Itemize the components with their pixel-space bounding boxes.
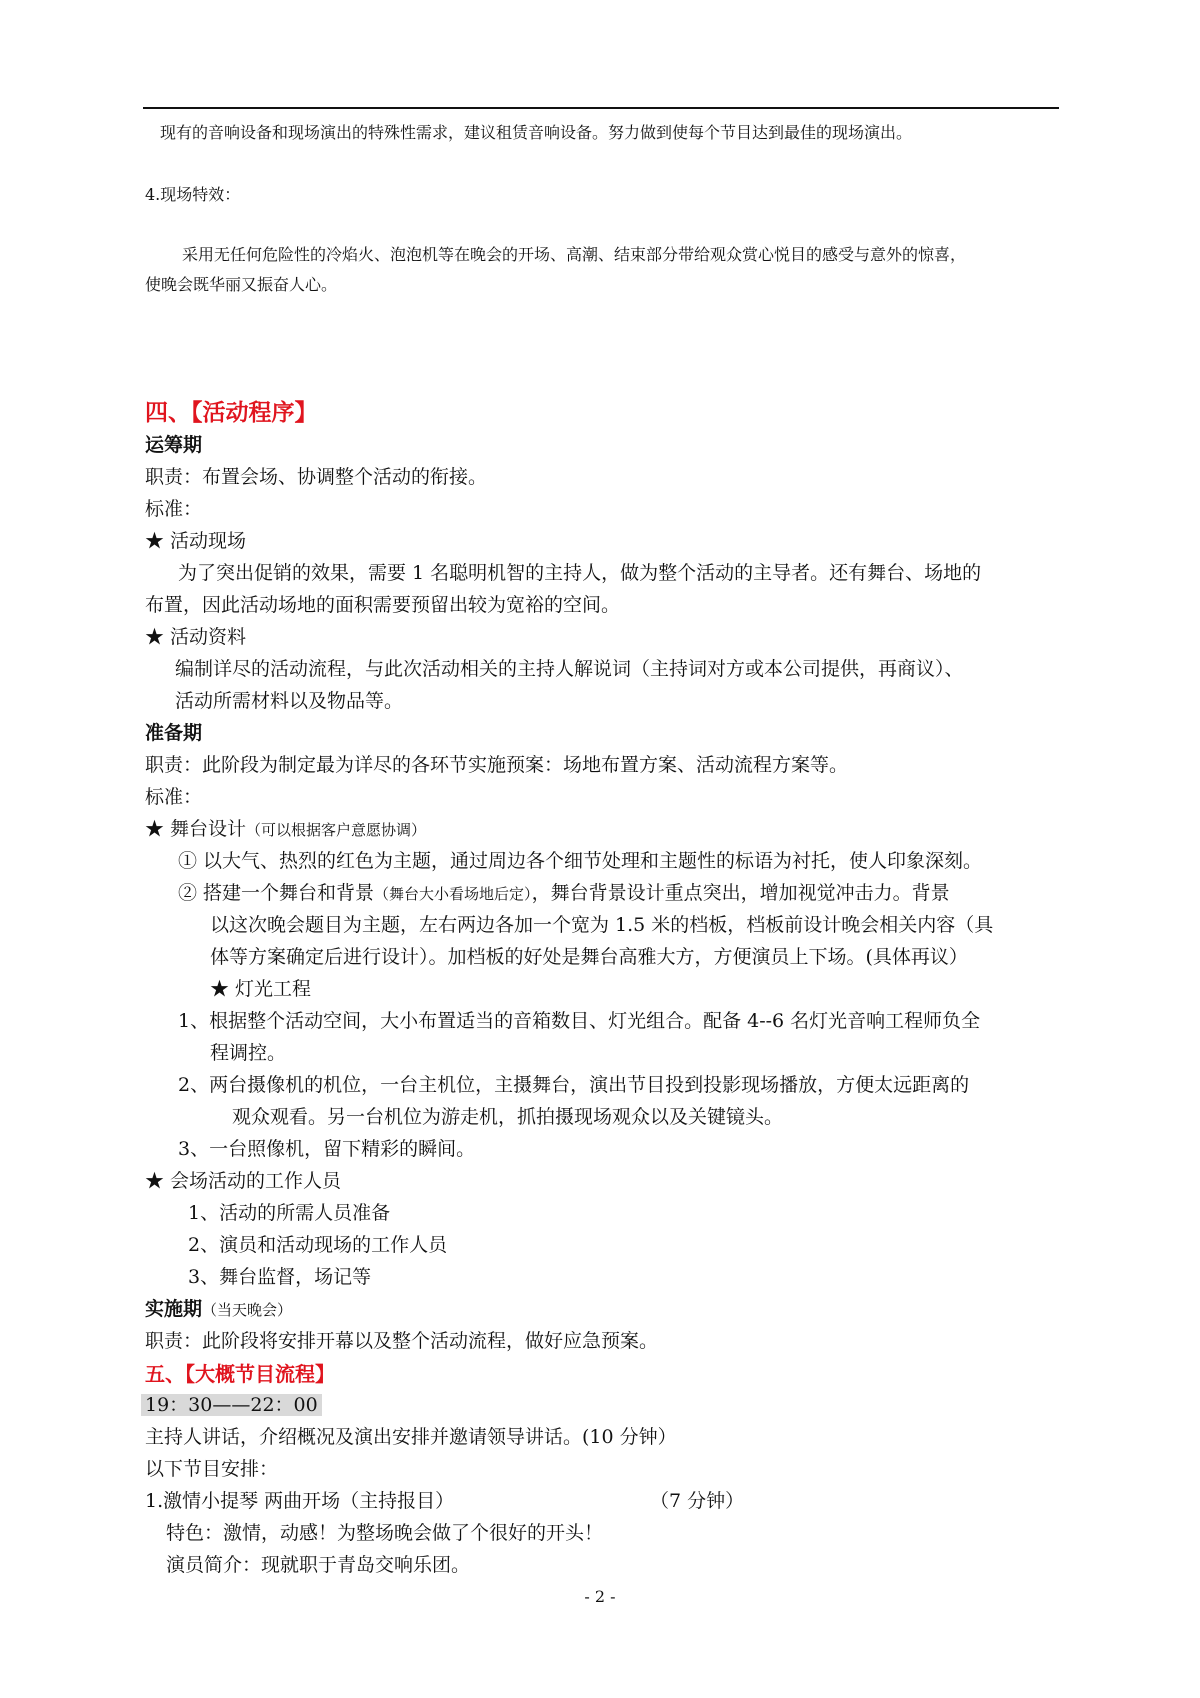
time-highlight: 19：30——22：00 xyxy=(141,1394,322,1416)
line-part: ② 搭建一个舞台和背景 xyxy=(178,882,375,904)
paragraph-line: 使晚会既华丽又振奋人心。 xyxy=(145,275,338,294)
paragraph-line: 以这次晚会题目为主题，左右两边各加一个宽为 1.5 米的档板，档板前设计晚会相关内容（具 xyxy=(210,914,994,936)
item-note: （可以根据客户意愿协调） xyxy=(246,821,427,839)
paragraph-line: 编制详尽的活动流程，与此次活动相关的主持人解说词（主持词对方或本公司提供，再商议）、 xyxy=(175,658,964,680)
paragraph-line: 采用无任何危险性的冷焰火、泡泡机等在晚会的开场、高潮、结束部分带给观众赏心悦目的感受与意外的惊喜， xyxy=(182,245,967,264)
item-title: ★ 活动现场 xyxy=(145,530,247,552)
paragraph-line: 以下节目安排： xyxy=(145,1458,279,1480)
inline-note: （舞台大小看场地后定） xyxy=(374,885,532,903)
list-item-continued: 观众观看。另一台机位为游走机，抓拍摄现场观众以及关键镜头。 xyxy=(232,1106,784,1128)
list-item: 2、演员和活动现场的工作人员 xyxy=(188,1234,448,1256)
paragraph-line: ① 以大气、热烈的红色为主题，通过周边各个细节处理和主题性的标语为衬托，使人印象深刻。 xyxy=(178,850,983,872)
list-item: 2、两台摄像机的机位，一台主机位，主摄舞台，演出节目投到投影现场播放，方便太远距离的 xyxy=(178,1074,970,1096)
page-number: - 2 - xyxy=(584,1587,616,1606)
standard-label: 标准： xyxy=(145,498,203,520)
phase-heading xyxy=(145,1294,292,1321)
phase-title: 准备期 xyxy=(145,722,203,744)
header-rule xyxy=(143,107,1059,109)
list-item: 1、根据整个活动空间，大小布置适当的音箱数目、灯光组合。配备 4--6 名灯光音响工程师负全 xyxy=(178,1010,981,1032)
paragraph-line: 布置，因此活动场地的面积需要预留出较为宽裕的空间。 xyxy=(145,594,621,616)
paragraph-line: 主持人讲话，介绍概况及演出安排并邀请领导讲话。(10 分钟） xyxy=(145,1426,677,1448)
item-title xyxy=(145,814,426,841)
paragraph-line xyxy=(178,878,950,905)
list-item-continued: 程调控。 xyxy=(210,1042,287,1064)
list-item: 3、一台照像机，留下精彩的瞬间。 xyxy=(178,1138,476,1160)
phase-note: （当天晚会） xyxy=(202,1301,293,1319)
standard-label: 标准： xyxy=(145,786,203,808)
item-title: ★ 会场活动的工作人员 xyxy=(145,1170,342,1192)
list-item: 1、活动的所需人员准备 xyxy=(188,1202,391,1224)
program-duration: （7 分钟） xyxy=(650,1490,745,1512)
duty-line: 职责：布置会场、协调整个活动的衔接。 xyxy=(145,466,488,488)
duty-line: 职责：此阶段为制定最为详尽的各环节实施预案：场地布置方案、活动流程方案等。 xyxy=(145,754,849,776)
phase-title: 运筹期 xyxy=(145,434,203,456)
paragraph-line: 体等方案确定后进行设计）。加档板的好处是舞台高雅大方，方便演员上下场。(具体再议） xyxy=(210,946,968,968)
program-name: 1.激情小提琴 两曲开场（主持报目） xyxy=(145,1490,455,1512)
item-title: ★ 活动资料 xyxy=(145,626,247,648)
phase-title: 实施期 xyxy=(145,1298,203,1320)
duty-line: 职责：此阶段将安排开幕以及整个活动流程，做好应急预案。 xyxy=(145,1330,659,1352)
section-title: 五、【大概节目流程】 xyxy=(145,1362,335,1386)
paragraph-line: 活动所需材料以及物品等。 xyxy=(175,690,404,712)
paragraph-line: 为了突出促销的效果，需要 1 名聪明机智的主持人，做为整个活动的主导者。还有舞台、场地的 xyxy=(178,562,982,584)
paragraph-line: 现有的音响设备和现场演出的特殊性需求，建议租赁音响设备。努力做到使每个节目达到最佳的现场演出。 xyxy=(160,123,913,142)
subheading: 4.现场特效： xyxy=(145,185,241,204)
item-title: ★ 灯光工程 xyxy=(210,978,312,1000)
section-title: 四、【活动程序】 xyxy=(145,399,318,426)
program-feature: 特色：激情，动感！为整场晚会做了个很好的开头！ xyxy=(166,1522,604,1544)
list-item: 3、舞台监督，场记等 xyxy=(188,1266,372,1288)
time-range xyxy=(141,1390,322,1417)
item-title-text: ★ 舞台设计 xyxy=(145,818,247,840)
program-intro: 演员简介：现就职于青岛交响乐团。 xyxy=(166,1554,471,1576)
line-part: ，舞台背景设计重点突出，增加视觉冲击力。背景 xyxy=(531,882,950,904)
